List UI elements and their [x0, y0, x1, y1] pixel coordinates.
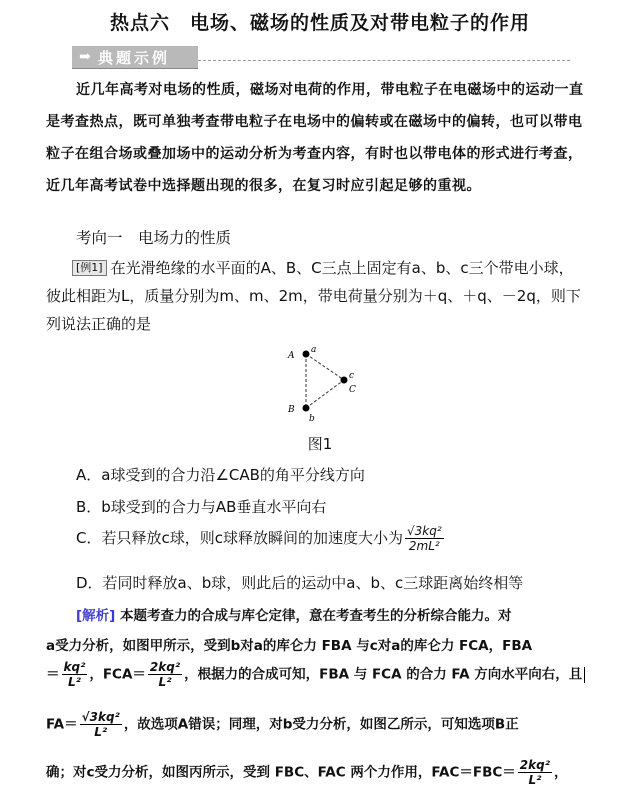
page-title: 热点六 电场、磁场的性质及对带电粒子的作用 [109, 12, 530, 34]
fraction [62, 660, 88, 689]
fraction-numerator: 2kq² [519, 758, 550, 772]
fraction-numerator: √3kq² [406, 524, 442, 538]
fraction-denominator: 2mL² [408, 539, 440, 553]
divider [198, 60, 570, 61]
figure-caption: 图1 [307, 435, 333, 453]
solution-line-1 [46, 604, 594, 624]
example-tag: [例1] [72, 260, 107, 276]
side-bc [306, 380, 344, 408]
solution-text: ， [553, 764, 568, 781]
triangle-figure [282, 341, 372, 423]
section-banner [72, 46, 198, 69]
solution-text: 确；对c受力分析，如图丙所示，受到 FBC、FAC 两个力作用，FAC＝FBC＝ [46, 764, 516, 781]
solution-text: ，故选项A错误；同理，对b受力分析，如图乙所示，可知选项B正 [123, 716, 519, 733]
label-a: a [311, 345, 317, 355]
example-question [46, 254, 586, 338]
option-d: D．若同时释放a、b球，则此后的运动中a、b、c三球距离始终相等 [76, 574, 524, 592]
label-b: b [309, 414, 315, 423]
label-c: c [349, 371, 355, 381]
fraction-numerator: kq² [63, 660, 86, 674]
side-ac [306, 354, 344, 380]
banner-label: 典题示例 [98, 48, 171, 67]
solution-tag: [解析] [76, 608, 116, 624]
solution-text: ，FCA＝ [89, 666, 146, 683]
point-c [341, 377, 348, 384]
label-C: C [349, 385, 356, 395]
option-b: B．b球受到的合力与AB垂直水平向右 [76, 498, 327, 516]
solution-text: ，根据力的合成可知，FBA 与 FCA 的合力 FA 方向水平向右，且 [184, 666, 583, 683]
fraction [80, 710, 122, 739]
solution-line-3 [46, 660, 594, 689]
solution-text: ＝ [46, 666, 60, 683]
solution-line-4 [46, 710, 594, 739]
solution-text: 本题考查力的合成与库仑定律，意在考查考生的分析综合能力。对 [120, 608, 512, 624]
fraction-numerator: 2kq² [149, 660, 181, 674]
option-c [76, 524, 446, 553]
solution-line-2: a受力分析，如图甲所示，受到b对a的库仑力 FBA 与c对a的库仑力 FCA，FBA [46, 638, 533, 654]
example-text: 在光滑绝缘的水平面的A、B、C三点上固定有a、b、c三个带电小球，彼此相距为L，质量分别为m、m、2m，带电荷量分别为＋q、＋q、－2q，则下列说法正确的是 [46, 259, 581, 333]
fraction [148, 660, 182, 689]
arrow-right-icon: ➡ [79, 49, 91, 65]
option-c-text: C．若只释放c球，则c球释放瞬间的加速度大小为 [76, 529, 403, 547]
intro-paragraph: 近几年高考对电场的性质，磁场对电荷的作用，带电粒子在电磁场中的运动一直是考查热点，既可单独考查带电粒子在电场中的偏转或在磁场中的偏转，也可以带电粒子在组合场或叠加场中的运动分析为考查内容，有时也以带电体的形式进行考查，近几年高考试卷中选择题出现的很多，在复习时应引起足够的重视。 [46, 82, 584, 194]
point-a [303, 351, 310, 358]
topic-heading: 考向一 电场力的性质 [76, 229, 232, 247]
solution-text: FA＝ [46, 716, 78, 733]
fraction-denominator: L² [528, 773, 542, 787]
fraction-denominator: L² [94, 725, 108, 739]
label-B: B [288, 405, 295, 415]
fraction [518, 758, 552, 787]
option-c-fraction [405, 524, 444, 553]
fraction-numerator: √3kq² [81, 710, 120, 724]
label-A: A [288, 351, 295, 361]
point-b [303, 405, 310, 412]
fraction-denominator: L² [158, 675, 172, 689]
text-cursor [584, 667, 585, 683]
option-a: A．a球受到的合力沿∠CAB的角平分线方向 [76, 466, 365, 484]
solution-line-5 [46, 758, 594, 787]
fraction-denominator: L² [67, 675, 81, 689]
